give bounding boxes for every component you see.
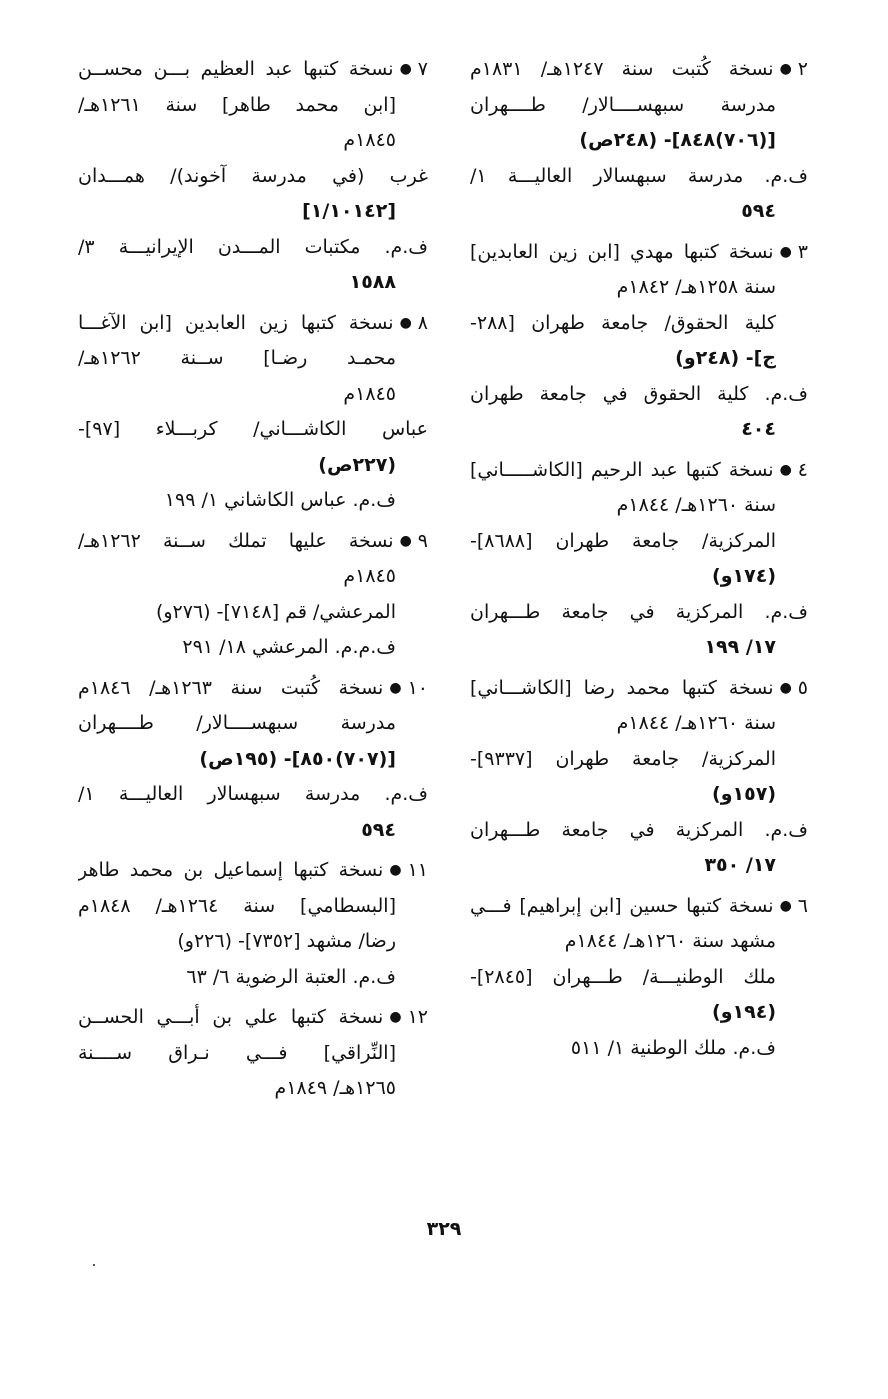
entry-line xyxy=(78,813,428,849)
entry-text: نسخة كتبها إسماعيل بن محمد طاهر xyxy=(78,859,384,881)
entry-line xyxy=(78,448,428,484)
entry-line xyxy=(470,412,808,448)
entry-text: ١٥٨٨ xyxy=(349,271,396,293)
entry-text: المركزية/ جامعة طهران [٨٦٨٨]- xyxy=(470,529,776,552)
entry-text: (٢٢٧ص) xyxy=(318,453,396,476)
entry-text: مدرسة سبهســــالار/ طــــهران xyxy=(470,93,776,116)
bullet-icon: ● xyxy=(389,862,402,878)
entry-text: سنة ١٢٦٠هـ/ ١٨٤٤م xyxy=(616,712,776,734)
entry-line xyxy=(78,1000,428,1036)
entry-text: ملك الوطنيـــة/ طـــهران [٢٨٤٥]- xyxy=(470,965,776,988)
entry-text: ج]- (٢٤٨و) xyxy=(675,347,776,369)
bullet-icon: ● xyxy=(389,679,402,696)
entry-text: ف.م. المركزية في جامعة طـــهران xyxy=(470,600,808,623)
catalog-entry xyxy=(470,235,808,448)
entry-line xyxy=(470,159,808,195)
entry-text: نسخة كتبها عبد الرحيم [الكاشـــــاني] xyxy=(470,458,774,481)
entry-text: نسخة كتبها مهدي [ابن زين العابدين] xyxy=(470,240,774,263)
catalog-entry xyxy=(470,889,808,1067)
entry-line xyxy=(78,742,428,778)
entry-line xyxy=(470,848,808,884)
entry-line xyxy=(78,265,428,301)
catalog-entry xyxy=(470,671,808,884)
entry-text: ١٨٤٥م xyxy=(343,382,396,405)
entry-text: [(٧٠٧)٨٥٠]- (١٩٥ص) xyxy=(199,747,396,770)
entry-line xyxy=(78,341,428,377)
bullet-icon: ● xyxy=(399,314,412,331)
entry-line xyxy=(78,671,428,707)
catalog-entry xyxy=(78,52,428,301)
entry-text: [١/١٠١٤٢] xyxy=(302,200,396,222)
entry-text: ف.م. العتبة الرضوية ٦/ ٦٣ xyxy=(186,965,396,988)
entry-text: محمـد رضـا] ســنة ١٢٦٢هـ/ xyxy=(78,347,396,369)
bullet-icon: ● xyxy=(779,461,792,478)
catalog-entry xyxy=(78,671,428,849)
entry-number: ٧ xyxy=(417,58,428,80)
entry-line xyxy=(470,235,808,271)
entry-number: ١٠ xyxy=(407,676,428,699)
scan-speck xyxy=(93,1264,95,1266)
entry-text: سنة ١٢٥٨هـ/ ١٨٤٢م xyxy=(616,276,776,298)
entry-text: (١٧٤و) xyxy=(712,565,776,587)
entry-text: ف.م. ملك الوطنية ١/ ٥١١ xyxy=(570,1036,776,1059)
catalog-entry xyxy=(470,453,808,666)
entry-text: كلية الحقوق/ جامعة طهران [٢٨٨- xyxy=(470,311,776,334)
entry-line xyxy=(78,889,428,925)
entry-text: سنة ١٢٦٠هـ/ ١٨٤٤م xyxy=(616,494,776,516)
entry-line xyxy=(470,889,808,925)
right-column xyxy=(470,52,808,1071)
entry-line xyxy=(470,559,808,595)
entry-line xyxy=(78,524,428,560)
bullet-icon: ● xyxy=(779,243,792,260)
bullet-icon: ● xyxy=(399,532,412,549)
entry-line xyxy=(78,706,428,742)
bullet-icon: ● xyxy=(389,1009,402,1025)
entry-line xyxy=(470,524,808,560)
entry-line xyxy=(470,194,808,230)
entry-text: غرب (في مدرسة آخوند)/ همـــدان xyxy=(78,164,428,187)
entry-line xyxy=(470,777,808,813)
entry-line xyxy=(470,488,808,524)
entry-number: ٩ xyxy=(417,529,428,552)
entry-text: ٤٠٤ xyxy=(741,418,776,440)
entry-line xyxy=(470,306,808,342)
entry-text: [النِّراقي] فـــي نـراق ســــنة xyxy=(78,1041,396,1064)
bullet-icon: ● xyxy=(399,61,412,77)
entry-line xyxy=(78,960,428,996)
entry-text: ١٧/ ٣٥٠ xyxy=(704,854,776,876)
entry-text: ف.م. المركزية في جامعة طـــهران xyxy=(470,818,808,841)
entry-text: عباس الكاشـــاني/ كربـــلاء [٩٧]- xyxy=(78,418,428,440)
entry-number: ٣ xyxy=(797,240,808,263)
entry-text: [ابن محمد طاهر] سنة ١٢٦١هـ/ xyxy=(78,93,396,116)
entry-text: نسخة كتبها محمد رضا [الكاشـــاني] xyxy=(470,676,774,699)
entry-text: ١٢٦٥هـ/ ١٨٤٩م xyxy=(274,1077,396,1099)
entry-number: ٨ xyxy=(417,311,428,334)
entry-line xyxy=(470,995,808,1031)
entry-text: ١٨٤٥م xyxy=(343,565,396,587)
bullet-icon: ● xyxy=(779,61,792,77)
catalog-entry xyxy=(470,52,808,230)
entry-text: ف.م. كلية الحقوق في جامعة طهران xyxy=(470,382,808,405)
entry-line xyxy=(470,341,808,377)
entry-line xyxy=(78,412,428,448)
entry-text: نسخة كُتبت سنة ١٢٦٣هـ/ ١٨٤٦م xyxy=(78,676,384,699)
entry-line xyxy=(470,960,808,996)
entry-text: ١٧/ ١٩٩ xyxy=(704,636,776,658)
entry-text: المركزية/ جامعة طهران [٩٣٣٧]- xyxy=(470,747,776,770)
entry-number: ٦ xyxy=(797,894,808,917)
entry-line xyxy=(78,1036,428,1072)
bullet-icon: ● xyxy=(779,897,792,914)
entry-line xyxy=(78,924,428,960)
entry-text: [(٧٠٦)٨٤٨]- (٢٤٨ص) xyxy=(579,129,776,151)
entry-text: مدرسة سبهســــالار/ طــــهران xyxy=(78,712,396,734)
entry-text: ٥٩٤ xyxy=(741,200,776,222)
entry-line xyxy=(78,159,428,195)
left-column xyxy=(78,52,428,1112)
entry-text: المرعشي/ قم [٧١٤٨]- (٢٧٦و) xyxy=(155,600,396,623)
entry-line xyxy=(78,853,428,889)
entry-text: (١٩٤و) xyxy=(712,1001,776,1023)
entry-line xyxy=(78,52,428,88)
entry-line xyxy=(78,88,428,124)
entry-line xyxy=(470,88,808,124)
entry-number: ٤ xyxy=(797,458,808,481)
entry-text: ف.م. مدرسة سبهسالار العاليـــة ١/ xyxy=(78,783,428,805)
entry-line xyxy=(470,377,808,413)
entry-number: ٥ xyxy=(797,676,808,699)
entry-text: ف.م. مدرسة سبهسالار العاليـــة ١/ xyxy=(470,164,808,187)
entry-line xyxy=(470,630,808,666)
entry-line xyxy=(78,123,428,159)
entry-number: ١١ xyxy=(407,859,428,881)
entry-text: نسخة كتبها عبد العظيم بـــن محســن xyxy=(78,58,394,80)
entry-line xyxy=(470,742,808,778)
entry-text: نسخة عليها تملك ســنة ١٢٦٢هـ/ xyxy=(78,529,394,552)
entry-line xyxy=(470,270,808,306)
entry-number: ١٢ xyxy=(407,1006,428,1028)
entry-line xyxy=(470,453,808,489)
entry-line xyxy=(78,777,428,813)
entry-text: ف.م.م. المرعشي ١٨/ ٢٩١ xyxy=(182,636,396,658)
entry-line xyxy=(470,52,808,88)
entry-text: ف.م. عباس الكاشاني ١/ ١٩٩ xyxy=(164,489,396,511)
catalog-entry xyxy=(78,1000,428,1107)
entry-text: ف.م. مكتبات المـــدن الإيرانيـــة ٣/ xyxy=(78,235,428,258)
entry-line xyxy=(470,123,808,159)
entry-line xyxy=(78,377,428,413)
entry-text: نسخة كتبها زين العابدين [ابن الآغـــا xyxy=(78,311,394,334)
entry-text: (١٥٧و) xyxy=(712,783,776,805)
entry-line xyxy=(78,483,428,519)
entry-number: ٢ xyxy=(797,58,808,80)
entry-text: نسخة كتبها علي بن أبـــي الحســن xyxy=(78,1006,384,1028)
entry-line xyxy=(470,671,808,707)
entry-text: نسخة كتبها حسين [ابن إبراهيم] فـــي xyxy=(470,894,774,917)
entry-text: نسخة كُتبت سنة ١٢٤٧هـ/ ١٨٣١م xyxy=(470,58,774,80)
catalog-entry xyxy=(78,524,428,666)
entry-line xyxy=(78,559,428,595)
entry-text: [البسطامي] سنة ١٢٦٤هـ/ ١٨٤٨م xyxy=(78,894,396,917)
entry-line xyxy=(78,306,428,342)
entry-line xyxy=(470,595,808,631)
entry-line xyxy=(78,630,428,666)
bullet-icon: ● xyxy=(779,679,792,696)
entry-line xyxy=(470,706,808,742)
page-number: ٣٢٩ xyxy=(426,1218,462,1240)
entry-line xyxy=(78,194,428,230)
entry-text: مشهد سنة ١٢٦٠هـ/ ١٨٤٤م xyxy=(564,930,776,952)
entry-text: رضا/ مشهد [٧٣٥٢]- (٢٢٦و) xyxy=(177,930,396,952)
entry-line xyxy=(470,924,808,960)
entry-text: ٥٩٤ xyxy=(361,818,396,841)
entry-line xyxy=(78,595,428,631)
entry-line xyxy=(78,1071,428,1107)
entry-line xyxy=(78,230,428,266)
catalog-entry xyxy=(78,306,428,519)
catalog-entry xyxy=(78,853,428,995)
entry-line xyxy=(470,813,808,849)
entry-line xyxy=(470,1031,808,1067)
entry-text: ١٨٤٥م xyxy=(343,129,396,151)
